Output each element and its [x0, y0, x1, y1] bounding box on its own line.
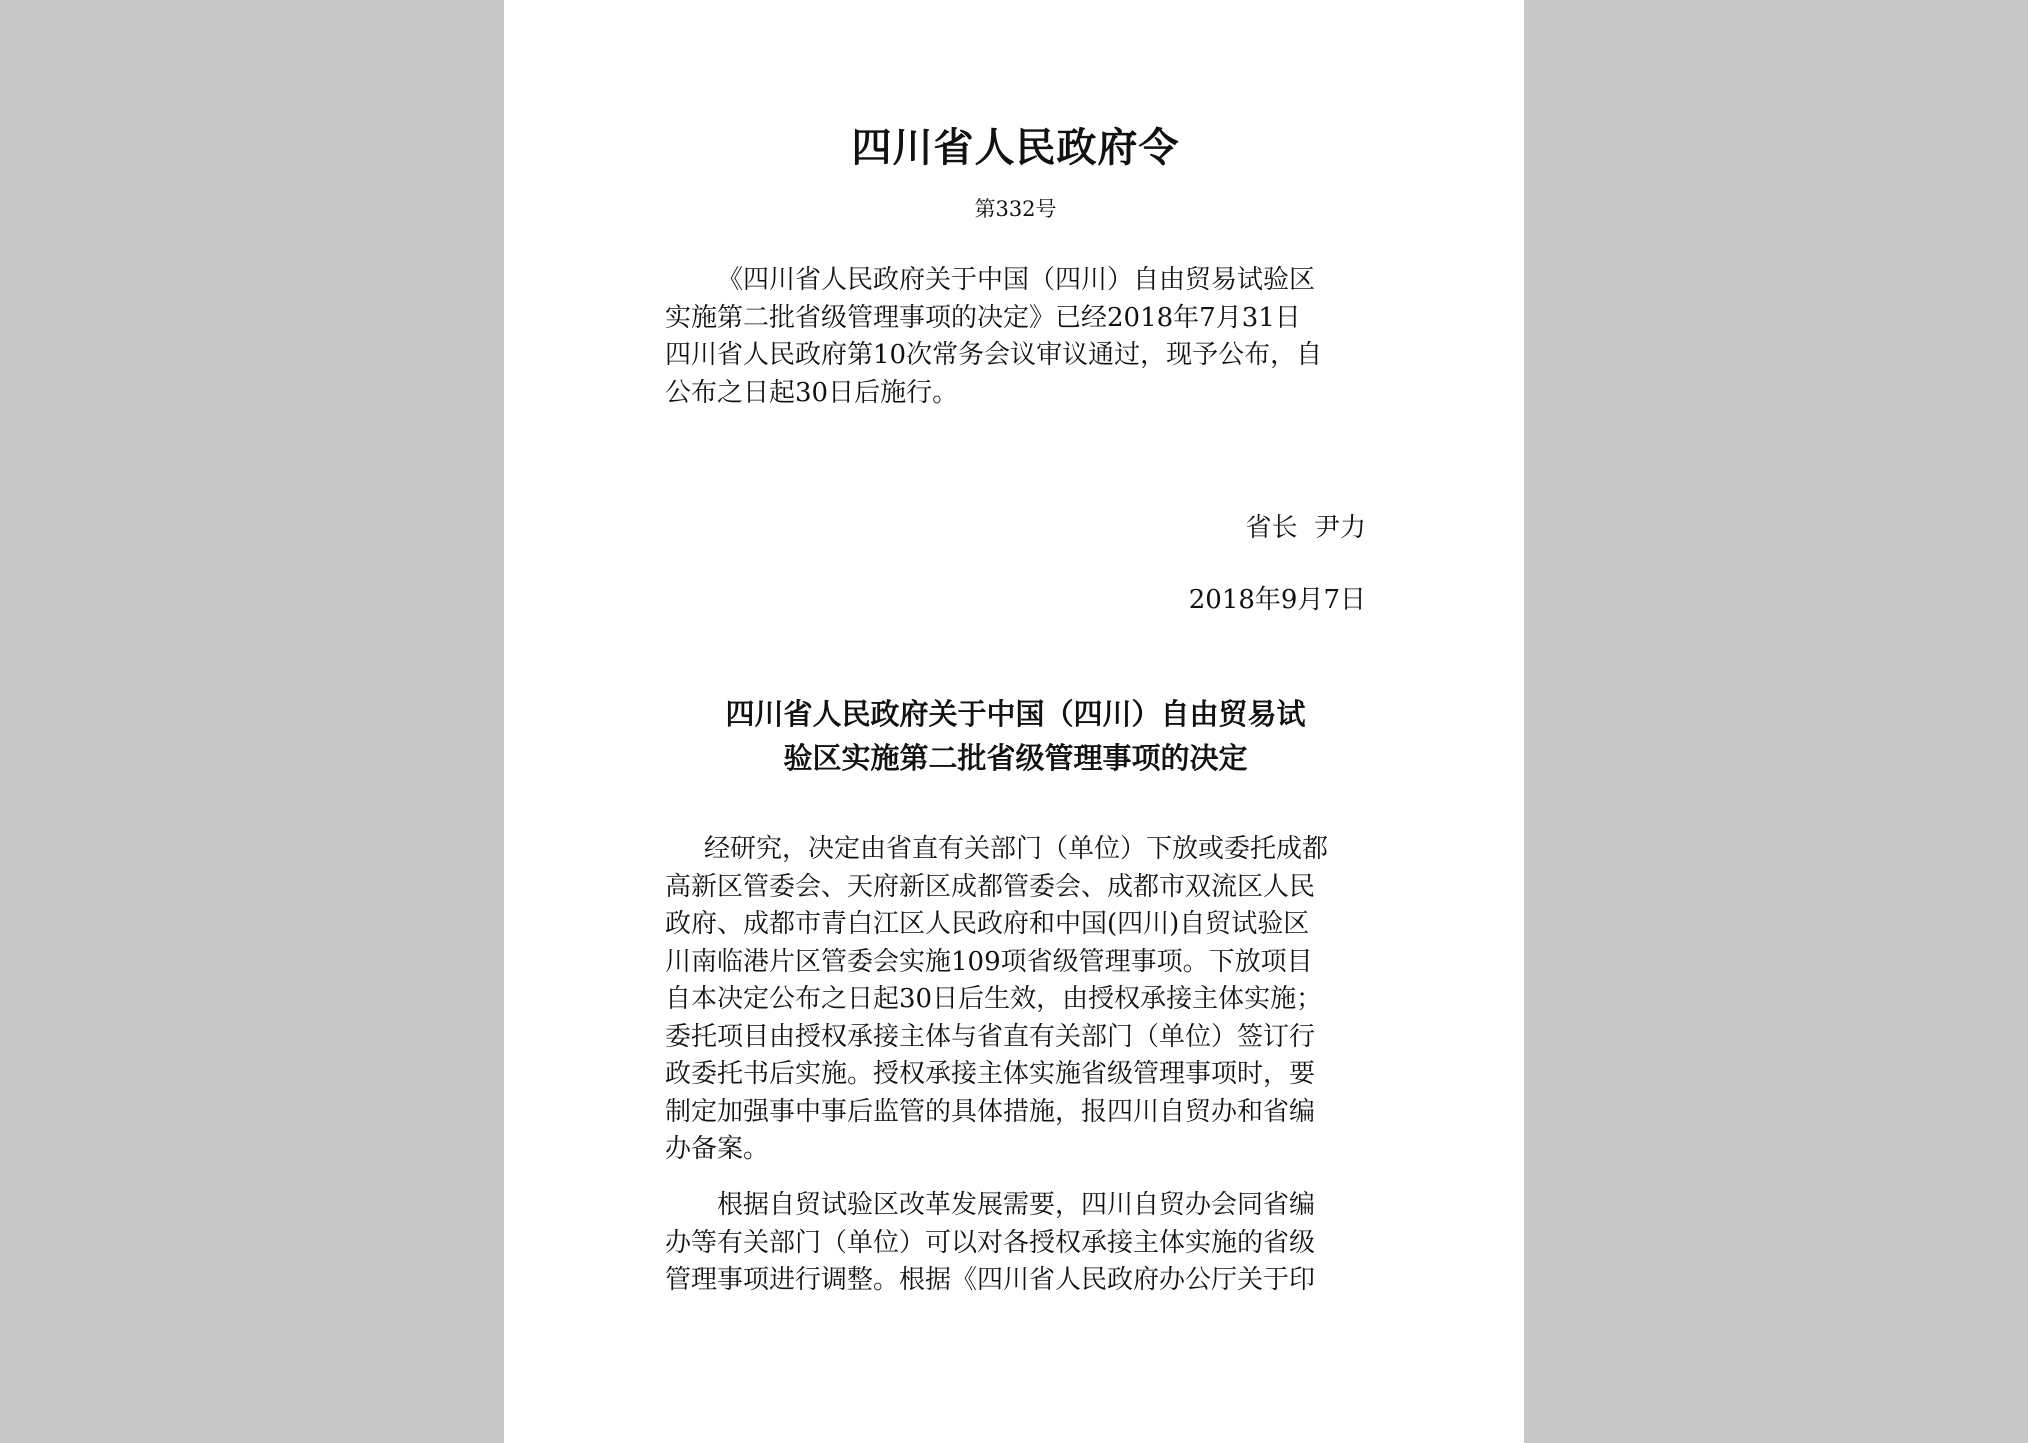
governor-signature: 省长 尹力	[1245, 513, 1366, 543]
decision-title-line: 四川省人民政府关于中国（四川）自由贸易试	[725, 697, 1306, 731]
intro-line: 四川省人民政府第10次常务会议审议通过，现予公布，自	[665, 340, 1323, 370]
intro-line: 实施第二批省级管理事项的决定》已经2018年7月31日	[665, 302, 1301, 333]
body-line: 制定加强事中事后监管的具体措施，报四川自贸办和省编	[665, 1096, 1316, 1127]
body-line: 办备案。	[665, 1134, 770, 1164]
body-paragraph-2	[665, 1187, 1366, 1300]
order-number: 第332号	[974, 197, 1057, 221]
body-line: 川南临港片区管委会实施109项省级管理事项。下放项目	[665, 946, 1313, 977]
body-line: 自本决定公布之日起30日后生效，由授权承接主体实施；	[665, 984, 1323, 1014]
body-paragraph-1	[665, 831, 1366, 1169]
body-line: 根据自贸试验区改革发展需要，四川自贸办会同省编	[717, 1190, 1316, 1220]
body-line: 办等有关部门（单位）可以对各授权承接主体实施的省级	[665, 1227, 1316, 1258]
intro-paragraph	[665, 262, 1366, 412]
body-line: 委托项目由授权承接主体与省直有关部门（单位）签订行	[665, 1021, 1316, 1052]
intro-line: 公布之日起30日后施行。	[665, 377, 959, 408]
body-line: 政府、成都市青白江区人民政府和中国(四川)自贸试验区	[665, 909, 1310, 939]
document-title: 四川省人民政府令	[851, 124, 1180, 171]
issue-date: 2018年9月7日	[1188, 585, 1366, 615]
body-line: 管理事项进行调整。根据《四川省人民政府办公厅关于印	[665, 1265, 1316, 1295]
body-line: 经研究，决定由省直有关部门（单位）下放或委托成都	[704, 834, 1329, 864]
document-page	[504, 0, 1524, 1443]
intro-line: 《四川省人民政府关于中国（四川）自由贸易试验区	[717, 265, 1316, 295]
body-line: 政委托书后实施。授权承接主体实施省级管理事项时，要	[665, 1059, 1316, 1089]
decision-title	[665, 692, 1366, 780]
decision-title-line: 验区实施第二批省级管理事项的决定	[783, 741, 1248, 775]
body-line: 高新区管委会、天府新区成都管委会、成都市双流区人民	[665, 871, 1316, 902]
